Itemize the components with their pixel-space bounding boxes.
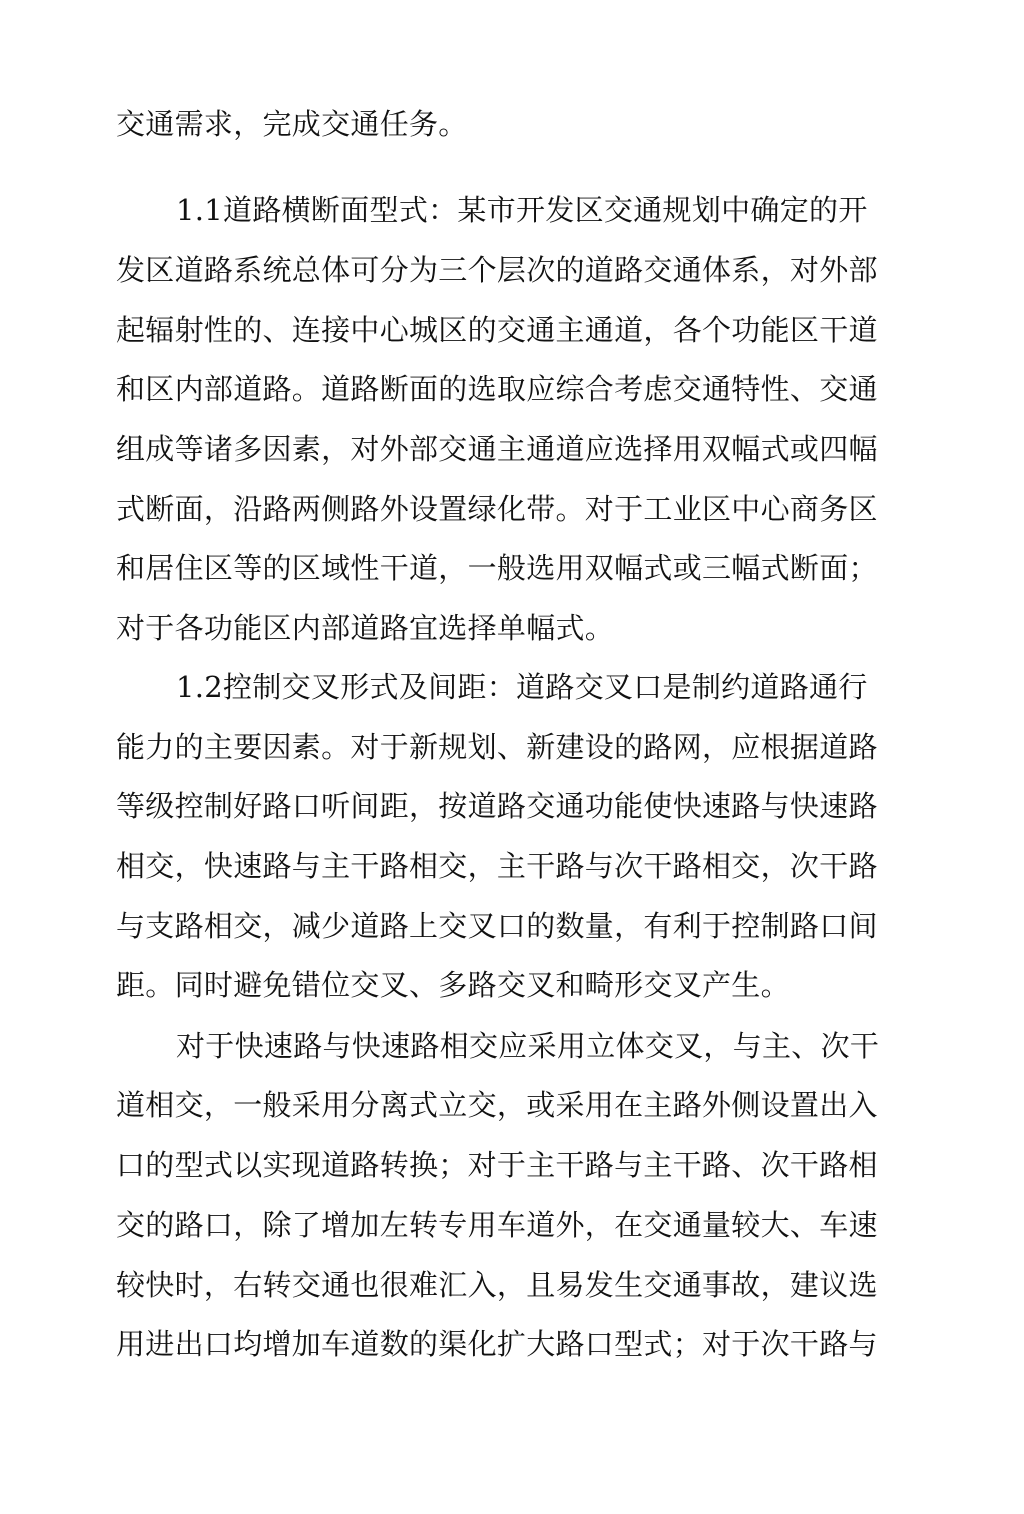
text-line: 式断面，沿路两侧路外设置绿化带。对于工业区中心商务区 (116, 492, 878, 526)
text-line: 对于各功能区内部道路宜选择单幅式。 (116, 611, 615, 645)
text-line: 和区内部道路。道路断面的选取应综合考虑交通特性、交通 (116, 372, 878, 406)
text-line: 等级控制好路口听间距，按道路交通功能使快速路与快速路 (116, 789, 878, 823)
text-line: 发区道路系统总体可分为三个层次的道路交通体系，对外部 (116, 253, 878, 287)
text-line: 相交，快速路与主干路相交，主干路与次干路相交，次干路 (116, 849, 878, 883)
text-line: 较快时，右转交通也很难汇入，且易发生交通事故，建议选 (116, 1268, 878, 1302)
text-line: 能力的主要因素。对于新规划、新建设的路网，应根据道路 (116, 730, 878, 764)
text-line: 口的型式以实现道路转换；对于主干路与主干路、次干路相 (116, 1148, 878, 1182)
text-line: 距。同时避免错位交叉、多路交叉和畸形交叉产生。 (116, 968, 790, 1002)
text-line: 1.1道路横断面型式：某市开发区交通规划中确定的开 (176, 193, 868, 227)
text-line: 与支路相交，减少道路上交叉口的数量，有利于控制路口间 (116, 909, 878, 943)
text-line: 道相交，一般采用分离式立交，或采用在主路外侧设置出入 (116, 1088, 878, 1122)
text-line: 起辐射性的、连接中心城区的交通主通道，各个功能区干道 (116, 313, 878, 347)
text-line: 和居住区等的区域性干道，一般选用双幅式或三幅式断面； (116, 551, 878, 585)
text-line: 1.2控制交叉形式及间距：道路交叉口是制约道路通行 (176, 670, 868, 704)
text-line: 用进出口均增加车道数的渠化扩大路口型式；对于次干路与 (116, 1327, 878, 1361)
text-line: 交的路口，除了增加左转专用车道外，在交通量较大、车速 (116, 1208, 878, 1242)
text-line: 交通需求，完成交通任务。 (116, 107, 468, 141)
text-line: 组成等诸多因素，对外部交通主通道应选择用双幅式或四幅 (116, 432, 878, 466)
text-line: 对于快速路与快速路相交应采用立体交叉，与主、次干 (176, 1029, 880, 1063)
